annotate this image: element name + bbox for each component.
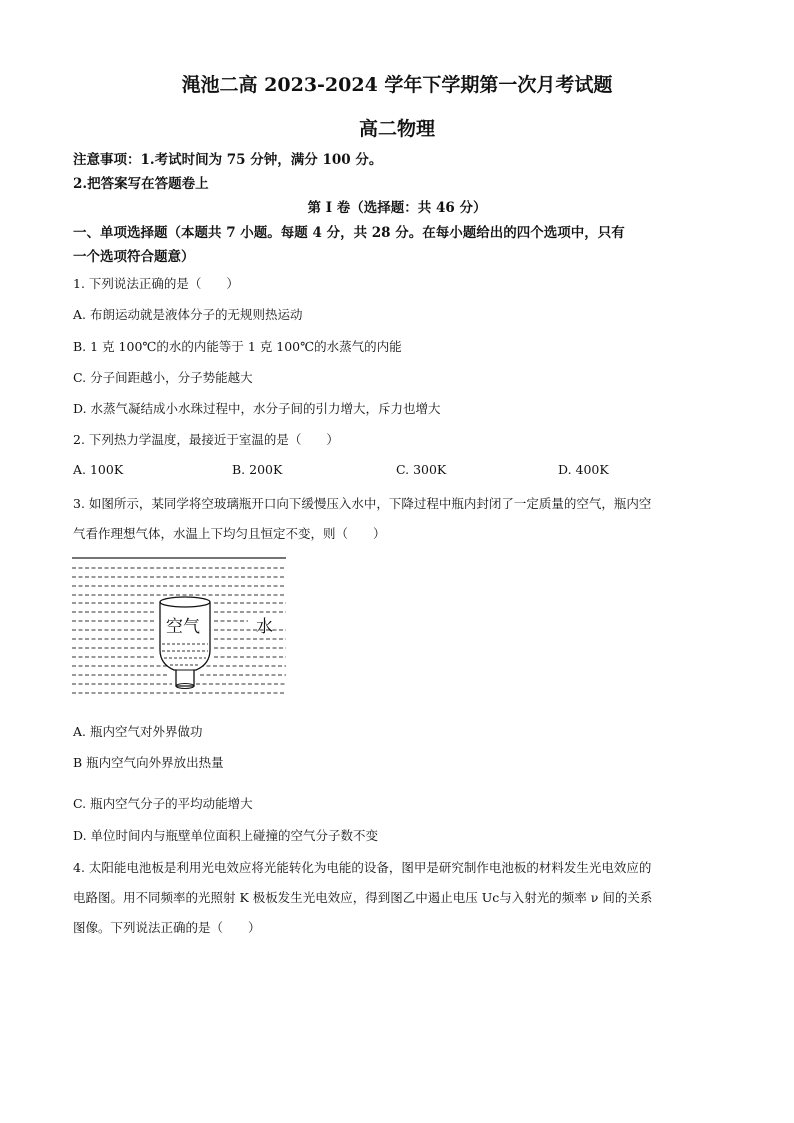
question-3-option-d[interactable]: D. 单位时间内与瓶壁单位面积上碰撞的空气分子数不变 xyxy=(73,828,379,843)
question-1-option-d[interactable]: D. 水蒸气凝结成小水珠过程中，水分子间的引力增大，斥力也增大 xyxy=(73,401,441,416)
question-3-option-b[interactable]: B 瓶内空气向外界放出热量 xyxy=(73,755,224,770)
exam-title: 渑池二高 2023-2024 学年下学期第一次月考试题 xyxy=(181,74,613,96)
volume-title: 第 I 卷（选择题：共 46 分） xyxy=(307,200,487,216)
question-2-option-d[interactable]: D. 400K xyxy=(558,462,609,477)
part-title-line-1: 一、单项选择题（本题共 7 小题。每题 4 分，共 28 分。在每小题给出的四个选项中，只有 xyxy=(73,225,625,241)
bottle-in-water-figure xyxy=(72,552,288,702)
label-water: 水 xyxy=(256,617,273,637)
question-1-stem: 1. 下列说法正确的是（ ） xyxy=(73,276,239,291)
part-title-line-2: 一个选项符合题意） xyxy=(73,249,195,265)
question-2-stem: 2. 下列热力学温度，最接近于室温的是（ ） xyxy=(73,432,339,447)
question-3-stem-line-2: 气看作理想气体，水温上下均匀且恒定不变，则（ ） xyxy=(73,526,386,541)
question-2-option-b[interactable]: B. 200K xyxy=(232,462,283,477)
question-2-option-a[interactable]: A. 100K xyxy=(73,462,124,477)
question-4-stem-line-1: 4. 太阳能电池板是利用光电效应将光能转化为电能的设备，图甲是研究制作电池板的材料发生光电效应的 xyxy=(73,860,652,875)
question-4-stem-line-2: 电路图。用不同频率的光照射 K 极板发生光电效应，得到图乙中遏止电压 Uc与入射光的频率 ν 间的关系 xyxy=(73,890,653,905)
question-3-option-c[interactable]: C. 瓶内空气分子的平均动能增大 xyxy=(73,796,253,811)
question-1-option-c[interactable]: C. 分子间距越小，分子势能越大 xyxy=(73,370,253,385)
question-3-option-a[interactable]: A. 瓶内空气对外界做功 xyxy=(73,724,203,739)
exam-subtitle: 高二物理 xyxy=(358,118,435,140)
question-1-option-a[interactable]: A. 布朗运动就是液体分子的无规则热运动 xyxy=(73,307,303,322)
notice-line-1: 注意事项：1.考试时间为 75 分钟，满分 100 分。 xyxy=(73,152,383,168)
question-4-stem-line-3: 图像。下列说法正确的是（ ） xyxy=(73,920,261,935)
question-2-option-c[interactable]: C. 300K xyxy=(396,462,447,477)
question-3-stem-line-1: 3. 如图所示，某同学将空玻璃瓶开口向下缓慢压入水中，下降过程中瓶内封闭了一定质量的空气，瓶内空 xyxy=(73,496,652,511)
question-1-option-b[interactable]: B. 1 克 100℃的水的内能等于 1 克 100℃的水蒸气的内能 xyxy=(73,339,402,354)
label-air: 空气 xyxy=(166,617,200,637)
notice-line-2: 2.把答案写在答题卷上 xyxy=(73,176,209,192)
